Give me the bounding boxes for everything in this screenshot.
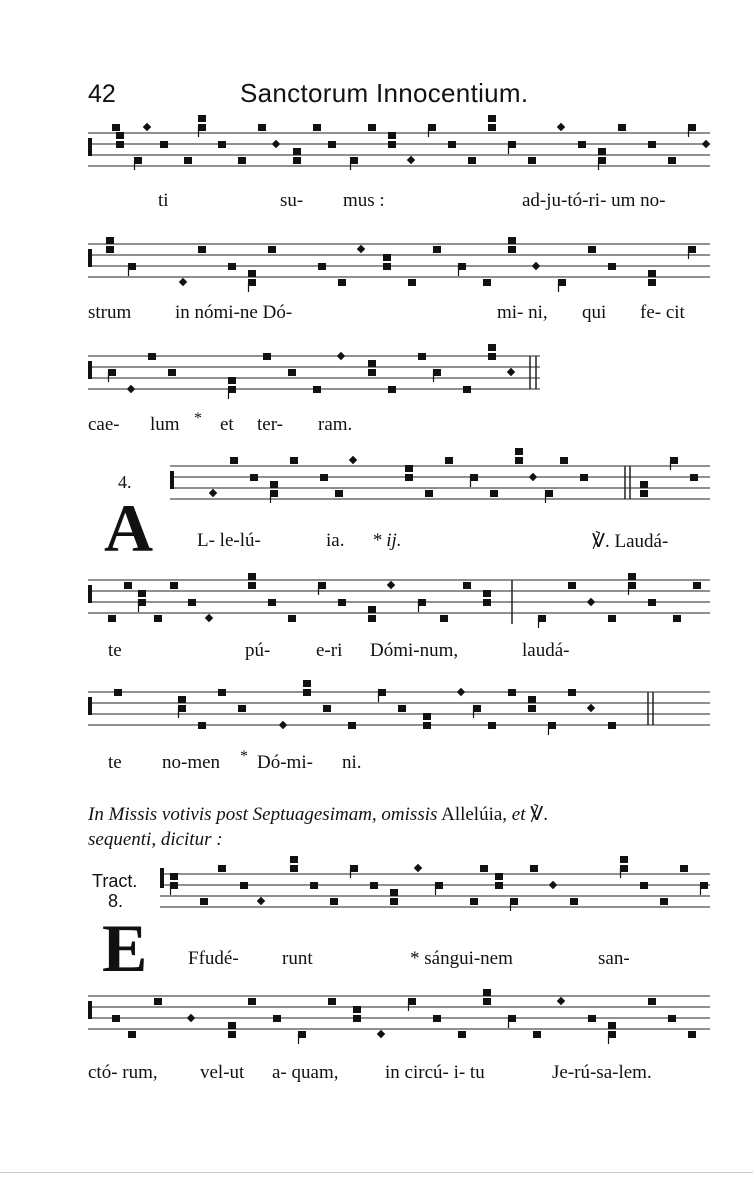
tract-label: Tract. (92, 871, 138, 891)
lyric-syllable: a- quam, (272, 1062, 339, 1083)
lyric-syllable: * sángui-nem (410, 948, 513, 969)
lyric-syllable: ni. (342, 752, 362, 773)
lyric-syllable: runt (282, 948, 313, 969)
initial-letter: A (104, 490, 154, 566)
rubric-text: sequenti, dicitur : (88, 829, 223, 850)
lyric-syllable: Ffudé- (188, 948, 239, 969)
initial-letter: E (102, 910, 148, 986)
asterisk: * (194, 410, 202, 427)
lyric-syllable: ia. (326, 530, 345, 551)
rubric-text: et (511, 804, 526, 825)
staff-1 (88, 125, 710, 185)
rubric-text: In Missis votivis post Septuagesimam, omissis (88, 804, 438, 825)
staff-6 (88, 684, 710, 744)
page-header (0, 70, 753, 110)
versicle-sign: ℣. (530, 804, 549, 825)
lyric-syllable: ad-ju-tó-ri- um no- (522, 190, 666, 211)
lyric-syllable: cae- (88, 414, 120, 435)
lyric-syllable: te (108, 640, 122, 661)
page-number: 42 (88, 80, 116, 108)
lyric-syllable: fe- cit (640, 302, 685, 323)
lyric-syllable: Dómi-num, (370, 640, 459, 661)
lyric-syllable: e-ri (316, 640, 343, 661)
lyric-syllable: ctó- rum, (88, 1062, 158, 1083)
staff-9 (88, 988, 710, 1048)
lyric-syllable: laudá- (522, 640, 570, 661)
rubric-text: Allelúia, (441, 804, 508, 825)
page-title: Sanctorum Innocentium. (240, 78, 529, 108)
lyric-syllable: ti (158, 190, 169, 211)
lyric-syllable: ℣. Laudá- (592, 531, 669, 552)
staff-4 (170, 458, 710, 518)
mode-number: 8. (108, 891, 124, 911)
lyric-syllable: ram. (318, 414, 353, 435)
mode-number: 4. (118, 472, 132, 492)
lyric-syllable: pú- (245, 640, 271, 661)
lyric-syllable: su- (280, 190, 304, 211)
lyric-syllable: mi- ni, (497, 302, 548, 323)
lyric-syllable: ter- (257, 414, 283, 435)
lyric-syllable: et (220, 414, 234, 435)
staff-7 (160, 866, 710, 926)
staff-3 (88, 348, 710, 408)
asterisk: * (240, 748, 248, 765)
lyric-syllable: no-men (162, 752, 221, 773)
lyric-syllable: san- (598, 948, 630, 969)
lyric-syllable: Je-rú-sa-lem. (552, 1062, 652, 1083)
lyric-syllable: mus : (343, 190, 385, 211)
lyric-syllable: strum (88, 302, 132, 323)
lyric-syllable: L- le-lú- (197, 530, 261, 551)
lyric-syllable: Dó-mi- (257, 752, 313, 773)
lyric-syllable: * ij. (372, 530, 402, 551)
footer-rule (0, 1172, 753, 1173)
staff-2 (88, 236, 710, 296)
lyric-syllable: te (108, 752, 122, 773)
lyric-syllable: qui (582, 302, 607, 323)
lyric-syllable: vel-ut (200, 1062, 245, 1083)
lyric-syllable: lum (150, 414, 180, 435)
lyric-syllable: in circú- i- tu (385, 1062, 485, 1083)
staff-5 (88, 572, 710, 632)
rubric (88, 802, 718, 852)
lyric-syllable: in nómi-ne Dó- (175, 302, 293, 323)
